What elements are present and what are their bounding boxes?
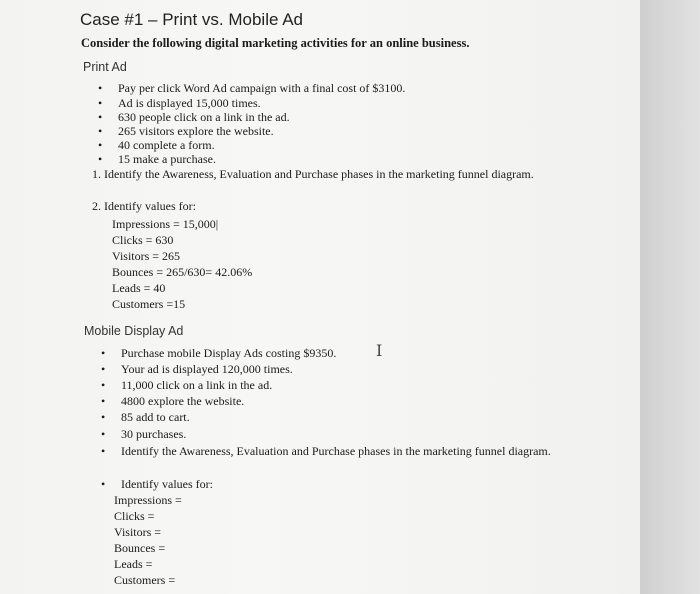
print-bullet-1: • Pay per click Word Ad campaign with a final cost of $3100. bbox=[118, 81, 405, 96]
print-bullet-6: • 15 make a purchase. bbox=[118, 152, 216, 167]
print-value-bounces: Bounces = 265/630= 42.06% bbox=[112, 265, 253, 279]
text-cursor-icon: I bbox=[376, 341, 383, 360]
mobile-bullet-6: • 30 purchases. bbox=[121, 427, 186, 442]
print-bullet-2: • Ad is displayed 15,000 times. bbox=[118, 96, 261, 111]
mobile-value-clicks: Clicks = bbox=[114, 509, 155, 523]
print-bullet-5: • 40 complete a form. bbox=[118, 138, 215, 153]
print-value-clicks: Clicks = 630 bbox=[112, 233, 174, 247]
mobile-bullet-2: • Your ad is displayed 120,000 times. bbox=[121, 362, 293, 377]
mobile-bullet-1: • Purchase mobile Display Ads costing $9350. bbox=[121, 346, 336, 361]
mobile-value-bounces: Bounces = bbox=[114, 541, 166, 555]
print-question-2: 2. Identify values for: bbox=[92, 199, 196, 213]
mobile-bullet-7: • Identify the Awareness, Evaluation and Purchase phases in the marketing funnel diagram. bbox=[121, 444, 551, 459]
print-value-visitors: Visitors = 265 bbox=[112, 249, 181, 263]
mobile-identify-values: • Identify values for: bbox=[121, 477, 213, 492]
mobile-value-visitors: Visitors = bbox=[114, 525, 162, 539]
mobile-bullet-4: • 4800 explore the website. bbox=[121, 394, 244, 409]
mobile-value-leads: Leads = bbox=[114, 557, 153, 571]
intro-text: Consider the following digital marketing activities for an online business. bbox=[81, 36, 470, 50]
print-value-customers: Customers =15 bbox=[112, 297, 186, 311]
print-bullet-3: • 630 people click on a link in the ad. bbox=[118, 110, 290, 125]
print-value-leads: Leads = 40 bbox=[112, 281, 166, 295]
mobile-ad-heading: Mobile Display Ad bbox=[84, 324, 184, 338]
print-ad-heading: Print Ad bbox=[83, 60, 127, 74]
print-bullet-4: • 265 visitors explore the website. bbox=[118, 124, 274, 139]
background-edge bbox=[640, 0, 700, 594]
print-question-1: 1. Identify the Awareness, Evaluation and Purchase phases in the marketing funnel diagram. bbox=[92, 167, 534, 181]
print-value-impressions: Impressions = 15,000| bbox=[112, 217, 219, 231]
mobile-bullet-5: • 85 add to cart. bbox=[121, 410, 190, 425]
mobile-bullet-3: • 11,000 click on a link in the ad. bbox=[121, 378, 272, 393]
page-title: Case #1 – Print vs. Mobile Ad bbox=[80, 10, 304, 29]
mobile-value-customers: Customers = bbox=[114, 573, 176, 587]
mobile-value-impressions: Impressions = bbox=[114, 493, 182, 507]
